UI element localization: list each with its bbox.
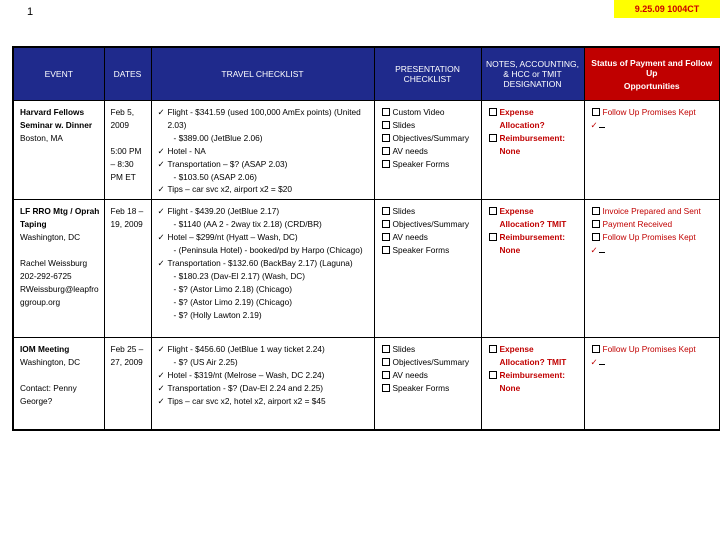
status-cell [584,200,720,338]
blank-line [599,119,605,128]
checkbox-icon[interactable] [592,207,600,215]
checkbox-icon[interactable] [489,108,497,116]
date-text: Feb 25 – 27, 2009 [110,344,144,368]
header-event: EVENT [13,47,104,101]
checkmark-icon: ✓ [157,370,165,381]
status-item-text: Payment Received [602,219,673,230]
status-item-text: Follow Up Promises Kept [602,107,696,117]
checkbox-icon[interactable] [382,108,390,116]
checkmark-icon: ✓ [157,383,165,394]
presentation-item-text: Objectives/Summary [392,357,470,368]
event-detail: Washington, DC [20,232,81,243]
presentation-item[interactable] [381,158,477,171]
presentation-item-text: Slides [392,344,416,355]
checkbox-icon[interactable] [382,246,390,254]
event-detail: 202-292-6725 [20,270,72,281]
presentation-item[interactable] [381,356,477,369]
travel-sub-item: - $? (US Air 2.25) [173,357,238,368]
header-status [584,47,720,101]
checkbox-icon[interactable] [489,134,497,142]
presentation-item-text: Objectives/Summary [392,219,470,230]
checkbox-icon[interactable] [382,121,390,129]
presentation-item[interactable] [381,382,477,395]
presentation-item-text: Objectives/Summary [392,132,470,143]
travel-sub-item: - $? (Astor Limo 2.18) (Chicago) [173,283,293,294]
travel-item-text: Flight - $439.20 (JetBlue 2.17) [167,206,280,217]
status-item[interactable] [591,231,716,244]
travel-item [158,382,370,395]
checkbox-icon[interactable] [382,233,390,241]
status-item-text: Invoice Prepared and Sent [602,206,701,217]
status-item[interactable] [591,106,716,119]
travel-item-text: Hotel - NA [167,145,206,156]
travel-item-text: Hotel - $319/nt (Melrose – Wash, DC 2.24) [167,370,325,381]
header-status-line2: Opportunities [623,80,680,91]
blank-line [599,356,605,365]
event-detail: Boston, MA [20,132,63,143]
spacer [111,132,147,145]
event-detail: Contact: Penny George? [20,383,77,406]
event-title: IOM Meeting [20,344,70,355]
travel-item [158,158,370,171]
header-notes: NOTES, ACCOUNTING, & HCC or TMIT DESIGNATION [481,47,584,101]
checkbox-icon[interactable] [382,147,390,155]
event-detail: RWeissburg@leapfroggroup.org [20,283,99,307]
date-text: 5:00 PM – 8:30 PM ET [110,145,142,182]
header-presentation: PRESENTATION CHECKLIST [374,47,481,101]
event-cell [13,101,104,200]
table-row [13,200,720,338]
travel-item [158,257,370,270]
presentation-item[interactable] [381,244,477,257]
notes-item[interactable] [488,106,580,132]
presentation-item[interactable] [381,132,477,145]
checkmark-icon: ✓ [157,257,165,268]
presentation-item-text: Speaker Forms [392,158,450,169]
event-detail: Rachel Weissburg [20,257,88,268]
spacer [20,244,100,257]
notes-item-text: Reimbursement: None [499,370,565,394]
checkbox-icon[interactable] [592,345,600,353]
checkmark-icon: ✓ [157,145,165,156]
status-tick [591,119,716,132]
travel-item [158,343,370,356]
presentation-item-text: Speaker Forms [392,245,450,256]
travel-item [158,395,370,408]
checkbox-icon[interactable] [489,371,497,379]
travel-sub-item: - $? (Astor Limo 2.19) (Chicago) [173,296,293,307]
checkmark-icon: ✓ [590,245,598,256]
checkmark-icon: ✓ [590,119,598,130]
status-item-text: Follow Up Promises Kept [602,344,696,355]
event-title: LF RRO Mtg / Oprah Taping [20,206,100,230]
checkbox-icon[interactable] [382,371,390,379]
page-number: 1 [27,6,34,18]
notes-item-text: Reimbursement: None [499,232,565,256]
travel-cell [151,338,374,430]
presentation-item[interactable] [381,119,477,132]
checkbox-icon[interactable] [489,233,497,241]
status-cell [584,101,720,200]
dates-cell [104,338,151,430]
presentation-item-text: AV needs [392,232,428,243]
presentation-item[interactable] [381,205,477,218]
notes-item-text: Expense Allocation? TMIT [499,206,567,230]
travel-item-text: Flight - $341.59 (used 100,000 AmEx points) (United 2.03) [167,107,361,130]
presentation-item-text: Slides [392,206,416,217]
checkmark-icon: ✓ [157,395,165,406]
travel-item [158,231,370,244]
checkmark-icon: ✓ [157,107,165,117]
notes-cell [481,101,584,200]
travel-cell [151,200,374,338]
dates-cell [104,101,151,200]
presentation-item[interactable] [381,218,477,231]
travel-sub-item: - $? (Holly Lawton 2.19) [173,309,262,320]
travel-item-text: Transportation – $? (ASAP 2.03) [167,158,288,169]
status-item[interactable] [591,205,716,218]
event-cell [13,200,104,338]
notes-item-text: Reimbursement: None [499,132,565,156]
header-travel: TRAVEL CHECKLIST [151,47,374,101]
presentation-cell [374,101,481,200]
presentation-item[interactable] [381,106,477,119]
presentation-item[interactable] [381,231,477,244]
presentation-item[interactable] [381,343,477,356]
travel-sub-item: - $103.50 (ASAP 2.06) [173,171,257,182]
status-cell [584,338,720,430]
travel-sub-item: - (Peninsula Hotel) - booked/pd by Harpo (Chicago) [173,245,363,256]
checkbox-icon[interactable] [382,358,390,366]
notes-item[interactable] [488,231,580,257]
blank-line [599,244,605,253]
status-item[interactable] [591,218,716,231]
travel-item [158,145,370,158]
checkbox-icon[interactable] [382,160,390,168]
presentation-item-text: Slides [392,119,416,130]
presentation-cell [374,200,481,338]
notes-item-text: Expense Allocation? TMIT [499,344,567,368]
checkbox-icon[interactable] [592,220,600,228]
status-tick [591,244,716,257]
checkmark-icon: ✓ [590,357,598,368]
checkmark-icon: ✓ [157,158,165,169]
date-stamp: 9.25.09 1004CT [614,0,720,18]
checkmark-icon: ✓ [157,232,165,243]
presentation-item-text: AV needs [392,145,428,156]
travel-sub-item: - $180.23 (Dav-El 2.17) (Wash, DC) [173,270,306,281]
travel-sub-item: - $389.00 (JetBlue 2.06) [173,132,263,143]
notes-cell [481,200,584,338]
checkbox-icon[interactable] [592,233,600,241]
travel-item [158,369,370,382]
header-status-line1: Status of Payment and Follow Up [591,57,713,78]
travel-item [158,205,370,218]
checkbox-icon[interactable] [382,134,390,142]
table-row [13,101,720,200]
date-text: Feb 18 – 19, 2009 [110,206,144,230]
travel-sub-item: - $1140 (AA 2 - 2way tix 2.18) (CRD/BR) [173,219,322,230]
checkbox-icon[interactable] [592,108,600,116]
dates-cell [104,200,151,338]
status-item[interactable] [591,343,716,356]
presentation-item-text: Speaker Forms [392,383,450,394]
event-title: Harvard Fellows Seminar w. Dinner [20,107,93,130]
header-dates: DATES [104,47,151,101]
travel-item-text: Tips – car svc x2, airport x2 = $20 [167,184,292,195]
travel-item [158,106,370,132]
checkbox-icon[interactable] [382,345,390,353]
notes-item[interactable] [488,132,580,158]
checkbox-icon[interactable] [382,207,390,215]
travel-item-text: Hotel – $299/nt (Hyatt – Wash, DC) [167,232,298,243]
travel-item-text: Tips – car svc x2, hotel x2, airport x2 = $45 [167,395,326,406]
checkmark-icon: ✓ [157,206,165,217]
checkbox-icon[interactable] [489,207,497,215]
checkbox-icon[interactable] [382,220,390,228]
presentation-item[interactable] [381,369,477,382]
header-row [13,47,720,101]
travel-table [12,46,720,431]
checkbox-icon[interactable] [382,384,390,392]
event-detail: Washington, DC [20,357,81,368]
date-text: Feb 5, 2009 [110,107,135,130]
travel-item-text: Transportation - $132.60 (BackBay 2.17) (Laguna) [167,257,353,268]
notes-cell [481,338,584,430]
event-cell [13,338,104,430]
checkmark-icon: ✓ [157,344,165,355]
notes-item[interactable] [488,369,580,395]
presentation-cell [374,338,481,430]
spacer [20,369,100,382]
presentation-item-text: AV needs [392,370,428,381]
status-tick [591,356,716,369]
status-item-text: Follow Up Promises Kept [602,232,696,243]
table-row [13,338,720,430]
presentation-item-text: Custom Video [392,107,445,117]
presentation-item[interactable] [381,145,477,158]
notes-item[interactable] [488,205,580,231]
travel-cell [151,101,374,200]
notes-item-text: Expense Allocation? [499,107,545,130]
travel-item-text: Transportation - $? (Dav-El 2.24 and 2.25) [167,383,324,394]
travel-item [158,183,370,196]
checkbox-icon[interactable] [489,345,497,353]
travel-item-text: Flight - $456.60 (JetBlue 1 way ticket 2.24) [167,344,325,355]
notes-item[interactable] [488,343,580,369]
checkmark-icon: ✓ [157,184,165,195]
